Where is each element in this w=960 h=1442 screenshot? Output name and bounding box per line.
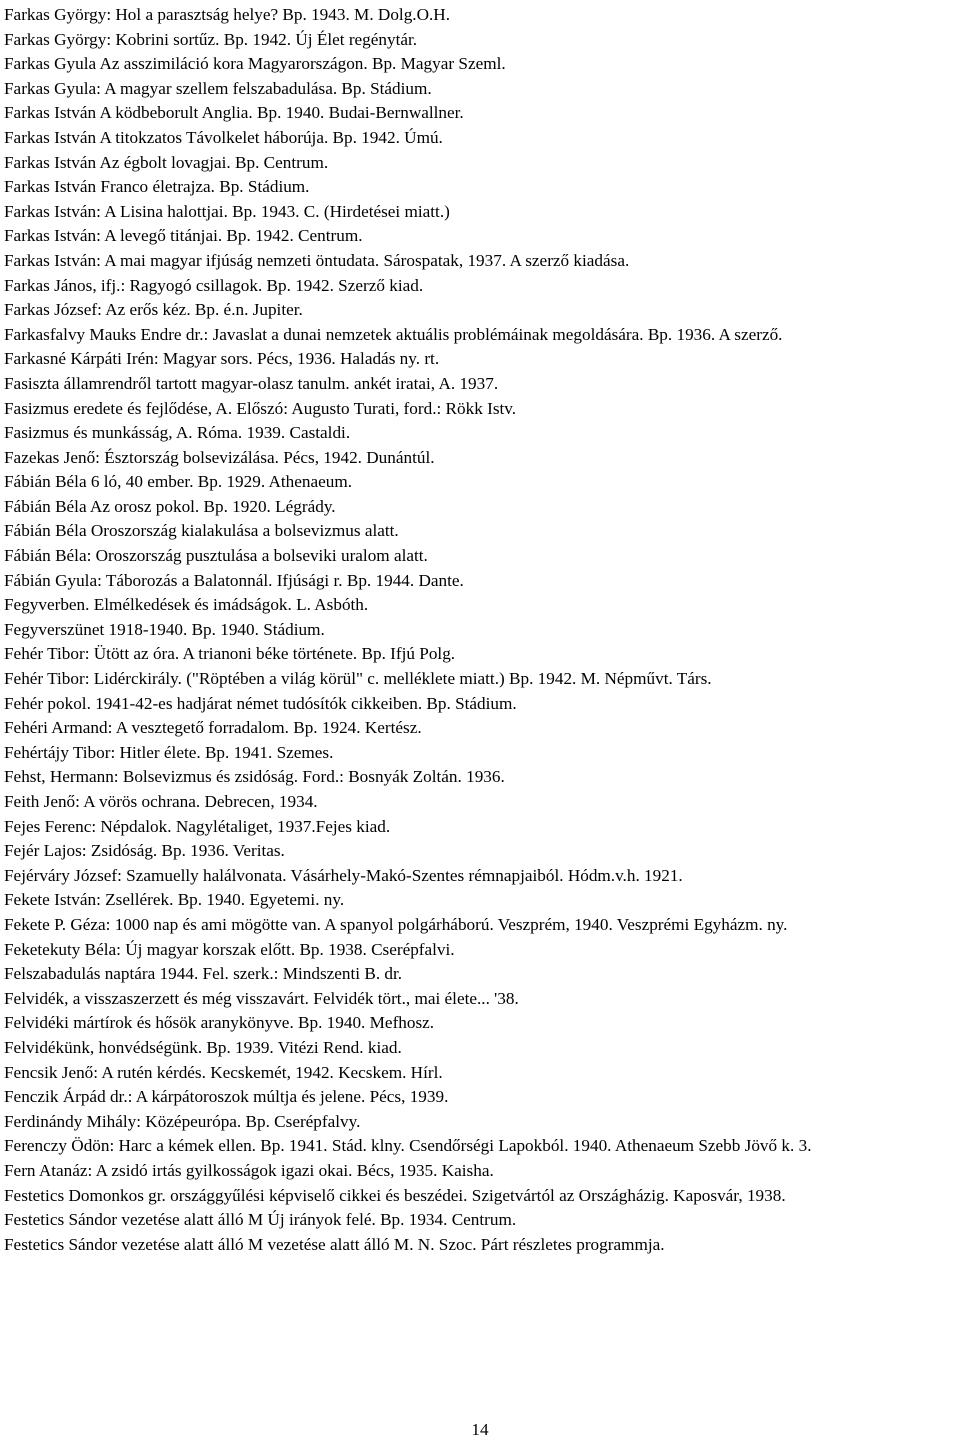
bibliography-entry: Farkas Gyula Az asszimiláció kora Magyarországon. Bp. Magyar Szeml. (4, 54, 506, 74)
bibliography-entry: Farkas István: A levegő titánjai. Bp. 1942. Centrum. (4, 226, 363, 246)
bibliography-entry: Felvidék, a visszaszerzett és még visszavárt. Felvidék tört., mai élete... '38. (4, 988, 519, 1008)
bibliography-entry: Fejér Lajos: Zsidóság. Bp. 1936. Veritas. (4, 841, 285, 861)
bibliography-entry: Farkas István Az égbolt lovagjai. Bp. Centrum. (4, 152, 329, 172)
bibliography-entry: Fehér pokol. 1941-42-es hadjárat német tudósítók cikkeiben. Bp. Stádium. (4, 693, 517, 713)
bibliography-entry: Farkas István Franco életrajza. Bp. Stádium. (4, 177, 310, 197)
bibliography-entry: Fasiszta államrendről tartott magyar-olasz tanulm. ankét iratai, A. 1937. (4, 373, 499, 393)
bibliography-entry: Farkas György: Hol a parasztság helye? Bp. 1943. M. Dolg.O.H. (4, 5, 451, 24)
bibliography-entry: Farkasné Kárpáti Irén: Magyar sors. Pécs, 1936. Haladás ny. rt. (4, 349, 440, 369)
bibliography-entry: Felvidékünk, honvédségünk. Bp. 1939. Vitézi Rend. kiad. (4, 1037, 402, 1057)
bibliography-entry: Fazekas Jenő: Észtország bolsevizálása. Pécs, 1942. Dunántúl. (4, 447, 435, 467)
bibliography-entry: Farkas István A titokzatos Távolkelet háborúja. Bp. 1942. Úmú. (4, 127, 443, 147)
bibliography-list (4, 3, 957, 1257)
bibliography-entry: Farkas István: A Lisina halottjai. Bp. 1943. C. (Hirdetései miatt.) (4, 201, 450, 221)
bibliography-entry: Farkas József: Az erős kéz. Bp. é.n. Jupiter. (4, 300, 303, 320)
bibliography-entry: Farkasfalvy Mauks Endre dr.: Javaslat a dunai nemzetek aktuális problémáinak megoldására. Bp. 1936. A szerző. (4, 324, 783, 344)
bibliography-entry: Ferenczy Ödön: Harc a kémek ellen. Bp. 1941. Stád. klny. Csendőrségi Lapokból. 1940. Athenaeum Szebb Jövő k. 3. (4, 1136, 812, 1156)
bibliography-entry: Fábián Gyula: Táborozás a Balatonnál. Ifjúsági r. Bp. 1944. Dante. (4, 570, 464, 590)
bibliography-entry: Farkas István A ködbeborult Anglia. Bp. 1940. Budai-Bernwallner. (4, 103, 464, 123)
bibliography-entry: Festetics Sándor vezetése alatt álló M Új irányok felé. Bp. 1934. Centrum. (4, 1210, 517, 1230)
bibliography-entry: Festetics Sándor vezetése alatt álló M vezetése alatt álló M. N. Szoc. Párt részletes programmja. (4, 1234, 665, 1254)
bibliography-entry: Fejérváry József: Szamuelly halálvonata. Vásárhely-Makó-Szentes rémnapjaiból. Hódm.v.h. 1921. (4, 865, 683, 885)
bibliography-entry: Feketekuty Béla: Új magyar korszak előtt. Bp. 1938. Cserépfalvi. (4, 939, 455, 959)
page-number: 14 (471, 1420, 489, 1439)
bibliography-entry: Fekete István: Zsellérek. Bp. 1940. Egyetemi. ny. (4, 890, 345, 910)
bibliography-entry: Felszabadulás naptára 1944. Fel. szerk.: Mindszenti B. dr. (4, 964, 403, 984)
bibliography-entry: Feith Jenő: A vörös ochrana. Debrecen, 1934. (4, 792, 318, 811)
bibliography-entry: Farkas István: A mai magyar ifjúság nemzeti öntudata. Sárospatak, 1937. A szerző kiadása. (4, 250, 630, 270)
bibliography-entry: Fábián Béla Az orosz pokol. Bp. 1920. Légrády. (4, 496, 336, 516)
bibliography-entry: Fejes Ferenc: Népdalok. Nagylétaliget, 1937.Fejes kiad. (4, 816, 391, 836)
bibliography-entry: Fehéri Armand: A vesztegető forradalom. Bp. 1924. Kertész. (4, 718, 422, 738)
bibliography-entry: Fábián Béla Oroszország kialakulása a bolsevizmus alatt. (4, 521, 399, 541)
bibliography-entry: Fegyverben. Elmélkedések és imádságok. L. Asbóth. (4, 595, 369, 615)
bibliography-entry: Fehér Tibor: Ütött az óra. A trianoni béke története. Bp. Ifjú Polg. (4, 644, 456, 664)
bibliography-entry: Fehértájy Tibor: Hitler élete. Bp. 1941. Szemes. (4, 742, 334, 762)
bibliography-entry: Felvidéki mártírok és hősök aranykönyve. Bp. 1940. Mefhosz. (4, 1013, 435, 1033)
bibliography-entry: Farkas Gyula: A magyar szellem felszabadulása. Bp. Stádium. (4, 78, 432, 98)
bibliography-entry: Fern Atanáz: A zsidó irtás gyilkosságok igazi okai. Bécs, 1935. Kaisha. (4, 1160, 494, 1180)
bibliography-entry: Fehér Tibor: Lidérckirály. ("Röptében a világ körül" c. melléklete miatt.) Bp. 1942. M. Népművt. Társ. (4, 669, 712, 689)
bibliography-entry: Farkas János, ifj.: Ragyogó csillagok. Bp. 1942. Szerző kiad. (4, 275, 424, 295)
bibliography-entry: Festetics Domonkos gr. országgyűlési képviselő cikkei és beszédei. Szigetvártól az Országházig. Kaposvár, 1938. (4, 1185, 786, 1205)
bibliography-entry: Fasizmus eredete és fejlődése, A. Előszó: Augusto Turati, ford.: Rökk Istv. (4, 398, 517, 418)
bibliography-entry: Fasizmus és munkásság, A. Róma. 1939. Castaldi. (4, 423, 351, 443)
bibliography-entry: Ferdinándy Mihály: Középeurópa. Bp. Cserépfalvy. (4, 1111, 361, 1131)
bibliography-entry: Fábián Béla 6 ló, 40 ember. Bp. 1929. Athenaeum. (4, 472, 352, 492)
bibliography-entry: Fehst, Hermann: Bolsevizmus és zsidóság. Ford.: Bosnyák Zoltán. 1936. (4, 767, 505, 787)
bibliography-entry: Fegyverszünet 1918-1940. Bp. 1940. Stádium. (4, 619, 325, 639)
bibliography-entry: Fekete P. Géza: 1000 nap és ami mögötte van. A spanyol polgárháború. Veszprém, 1940. Veszprémi Egyházm. ny. (4, 914, 788, 934)
bibliography-entry: Farkas György: Kobrini sortűz. Bp. 1942. Új Élet regénytár. (4, 29, 418, 49)
bibliography-entry: Fábián Béla: Oroszország pusztulása a bolseviki uralom alatt. (4, 546, 428, 566)
bibliography-entry: Fencsik Jenő: A rutén kérdés. Kecskemét, 1942. Kecskem. Hírl. (4, 1062, 443, 1082)
bibliography-entry: Fenczik Árpád dr.: A kárpátoroszok múltja és jelene. Pécs, 1939. (4, 1087, 449, 1107)
